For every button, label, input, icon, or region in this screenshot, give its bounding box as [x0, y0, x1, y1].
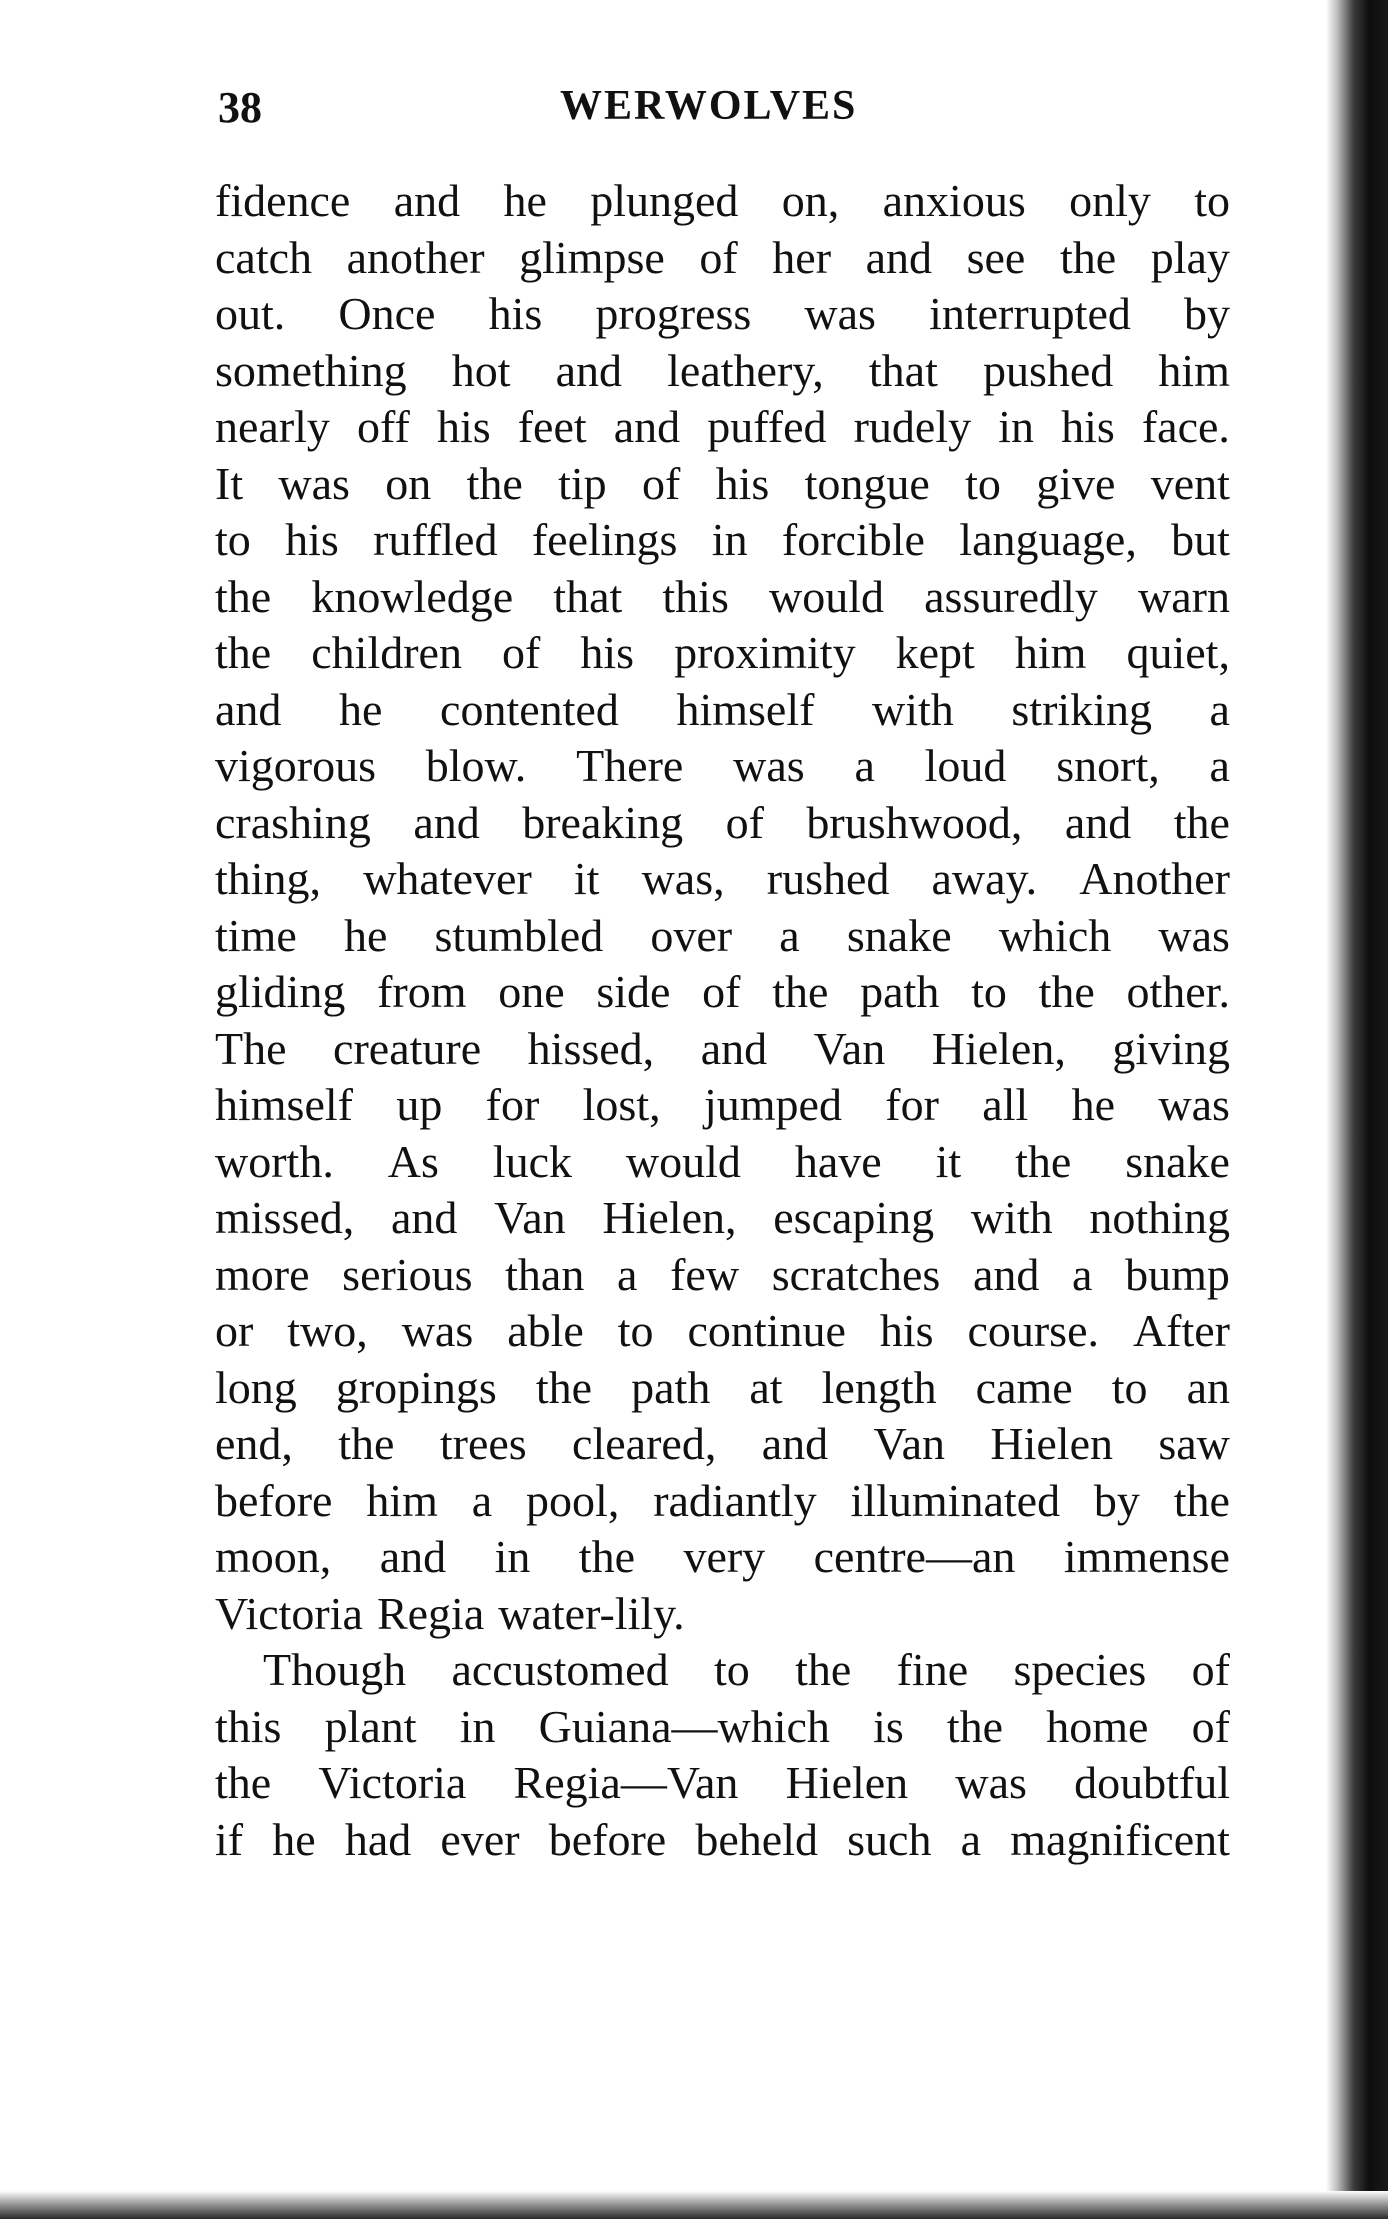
word: see: [966, 231, 1026, 283]
word: Another: [1079, 853, 1230, 904]
word: stumbled: [434, 909, 604, 961]
word: worth.: [215, 1135, 334, 1187]
word: striking: [1011, 683, 1152, 735]
word: Regia—Van: [513, 1757, 739, 1808]
word: at: [749, 1361, 783, 1413]
word: side: [596, 966, 671, 1017]
word: the: [1038, 966, 1095, 1017]
word: and: [215, 683, 282, 735]
word: out.: [215, 288, 286, 339]
text-line: [215, 286, 1230, 343]
word: gropings: [335, 1361, 497, 1413]
word: illuminated: [850, 1474, 1061, 1526]
word: himself: [676, 683, 815, 735]
word: his: [436, 401, 491, 452]
word: his: [1061, 401, 1115, 452]
text-line-paragraph-end: [215, 1586, 1230, 1643]
word: in: [494, 1531, 531, 1582]
word: plunged: [590, 175, 739, 226]
word: scratches: [771, 1248, 941, 1300]
word: path: [860, 966, 940, 1017]
word: him: [366, 1474, 438, 1526]
word: by: [1093, 1474, 1140, 1526]
text-line: [215, 1473, 1230, 1530]
word: away.: [931, 853, 1038, 904]
word: thing,: [215, 853, 322, 904]
text-line: [215, 230, 1230, 287]
word: whatever: [363, 853, 532, 904]
word: a: [471, 1474, 493, 1526]
word: crashing: [215, 796, 371, 848]
word: hot: [451, 344, 511, 396]
word: tongue: [804, 457, 930, 509]
text-line: [215, 399, 1230, 456]
word: was: [955, 1757, 1027, 1808]
word: feet: [517, 401, 587, 452]
text-line: [215, 738, 1230, 795]
word: a: [1072, 1248, 1093, 1300]
text-line: [215, 964, 1230, 1021]
word: quiet,: [1126, 627, 1230, 678]
word: another: [346, 231, 485, 283]
word: of: [1191, 1644, 1230, 1695]
word: his: [879, 1305, 934, 1356]
word: in: [711, 514, 748, 565]
word: was: [804, 288, 876, 339]
word: her: [772, 231, 832, 283]
word: to: [617, 1305, 654, 1356]
word: he: [272, 1813, 316, 1865]
word: he: [1071, 1079, 1116, 1130]
word: ever: [440, 1813, 520, 1865]
word: would: [625, 1135, 741, 1187]
word: Victoria: [318, 1757, 467, 1808]
word: feelings: [531, 514, 678, 565]
word: time: [215, 909, 297, 961]
word: progress: [595, 288, 752, 339]
word: the: [1015, 1135, 1072, 1187]
word: such: [847, 1813, 932, 1865]
text-line: [215, 569, 1230, 626]
word: very: [683, 1531, 766, 1582]
word: him: [1014, 627, 1087, 678]
word: to: [971, 966, 1007, 1017]
word: a: [854, 740, 875, 791]
text-line: [215, 512, 1230, 569]
word: the: [946, 1700, 1004, 1752]
word: knowledge: [311, 570, 514, 622]
word: Van: [494, 1192, 566, 1243]
word: of: [641, 457, 681, 509]
word: for: [885, 1079, 939, 1130]
word: the: [535, 1361, 593, 1413]
word: the: [466, 457, 523, 509]
word: magnificent: [1010, 1813, 1230, 1865]
text-line: [215, 908, 1230, 965]
word: catch: [215, 231, 313, 283]
word: Guiana—which: [538, 1700, 830, 1752]
text-line: [215, 1303, 1230, 1360]
word: and: [700, 1022, 768, 1074]
text-line: [215, 851, 1230, 908]
word: he: [503, 175, 547, 226]
word: few: [670, 1248, 740, 1300]
word: language,: [959, 514, 1137, 565]
word: a: [617, 1248, 638, 1300]
word: doubtful: [1074, 1757, 1230, 1808]
word: was,: [641, 853, 725, 904]
word: of: [699, 231, 738, 283]
word: up: [396, 1079, 443, 1130]
text-line: [215, 625, 1230, 682]
word: luck: [492, 1135, 572, 1187]
word: of: [1191, 1700, 1230, 1752]
word: his: [715, 457, 770, 509]
word: the: [1173, 1474, 1230, 1526]
word: had: [344, 1813, 412, 1865]
word: to: [713, 1644, 750, 1695]
word: plant: [324, 1700, 417, 1752]
word: snake: [1125, 1135, 1230, 1187]
word: was: [733, 740, 805, 791]
word: and: [379, 1531, 447, 1582]
text-line: [215, 1134, 1230, 1191]
word: a: [960, 1813, 982, 1865]
word: is: [873, 1700, 904, 1752]
word: something: [215, 344, 407, 396]
word: Hielen,: [602, 1192, 737, 1243]
word: was: [1158, 909, 1230, 961]
word: end,: [215, 1418, 293, 1469]
word: him: [1158, 344, 1230, 396]
word: fidence: [215, 175, 351, 226]
word: have: [794, 1135, 882, 1187]
word: and: [761, 1418, 829, 1469]
word: escaping: [773, 1192, 935, 1243]
word: breaking: [522, 796, 684, 848]
word: in: [998, 401, 1034, 452]
word: giving: [1112, 1022, 1230, 1074]
word: his: [488, 288, 543, 339]
word: was: [1158, 1079, 1230, 1130]
word: trees: [439, 1418, 527, 1469]
word: children: [311, 627, 462, 678]
text-line: [215, 1077, 1230, 1134]
word: nothing: [1089, 1192, 1230, 1243]
word: Hielen,: [931, 1022, 1066, 1074]
word: the: [795, 1644, 852, 1695]
word: loud: [924, 740, 1007, 791]
word: species: [1013, 1644, 1147, 1695]
word: an: [1186, 1361, 1230, 1413]
word: snort,: [1056, 740, 1160, 791]
word: hissed,: [527, 1022, 655, 1074]
word: proximity: [674, 627, 856, 678]
word: gliding: [215, 966, 346, 1017]
text-line: [215, 1360, 1230, 1417]
word: this: [662, 570, 729, 622]
word: moon,: [215, 1531, 332, 1582]
word: the: [338, 1418, 395, 1469]
word: jumped: [703, 1079, 842, 1130]
word: or: [215, 1305, 254, 1356]
word: beheld: [695, 1813, 818, 1865]
word: Regia: [376, 1587, 485, 1639]
page-bottom-edge: [0, 2191, 1388, 2219]
word: nearly: [215, 401, 330, 452]
text-line: [215, 795, 1230, 852]
word: Victoria: [215, 1587, 363, 1639]
text-line: [215, 173, 1230, 230]
word: other.: [1126, 966, 1230, 1017]
text-line: [215, 682, 1230, 739]
word: with: [872, 683, 954, 735]
word: and: [865, 231, 933, 283]
word: for: [485, 1079, 540, 1130]
word: saw: [1158, 1418, 1230, 1469]
word: Hielen: [990, 1418, 1113, 1469]
word: pool,: [526, 1474, 620, 1526]
word: serious: [342, 1248, 473, 1300]
word: blow.: [425, 740, 527, 791]
word: radiantly: [653, 1474, 817, 1526]
word: vigorous: [215, 740, 376, 791]
word: and: [972, 1248, 1040, 1300]
word: of: [502, 627, 541, 678]
word: vent: [1150, 457, 1230, 509]
word: one: [498, 966, 565, 1017]
body-text: [215, 173, 1230, 1868]
word: glimpse: [519, 231, 665, 283]
word: by: [1184, 288, 1230, 339]
text-line: [215, 343, 1230, 400]
word: length: [821, 1361, 937, 1413]
word: path: [631, 1361, 711, 1413]
word: would: [769, 570, 884, 622]
word: in: [459, 1700, 496, 1752]
word: assuredly: [924, 570, 1098, 622]
word: the: [215, 570, 272, 622]
word: After: [1132, 1305, 1230, 1356]
word: it: [573, 853, 600, 904]
word: of: [702, 966, 741, 1017]
word: he: [343, 909, 388, 961]
word: There: [576, 740, 684, 791]
word: that: [868, 344, 938, 396]
word: before: [548, 1813, 667, 1865]
word: Hielen: [785, 1757, 909, 1808]
word: came: [975, 1361, 1073, 1413]
running-title: WERWOLVES: [560, 83, 858, 129]
word: all: [982, 1079, 1029, 1130]
word: missed,: [215, 1192, 355, 1243]
word: a: [1209, 683, 1230, 735]
word: off: [357, 401, 410, 452]
word: of: [725, 796, 764, 848]
word: a: [1209, 740, 1230, 791]
word: two,: [287, 1305, 368, 1356]
word: warn: [1138, 570, 1230, 622]
word: long: [215, 1361, 297, 1413]
word: and: [393, 175, 461, 226]
word: a: [779, 909, 800, 961]
word: water-lily.: [498, 1587, 685, 1639]
text-line: [215, 1529, 1230, 1586]
word: Van: [873, 1418, 946, 1469]
word: leathery,: [667, 344, 824, 396]
word: before: [215, 1474, 333, 1526]
word: to: [965, 457, 1001, 509]
word: accustomed: [451, 1644, 669, 1695]
text-line: [215, 1247, 1230, 1304]
word: than: [505, 1248, 585, 1300]
word: but: [1171, 514, 1230, 565]
word: continue: [687, 1305, 846, 1356]
word: to: [1194, 175, 1230, 226]
word: on,: [781, 175, 840, 226]
word: rudely: [853, 401, 972, 452]
word: his: [580, 627, 635, 678]
word: only: [1069, 175, 1151, 226]
word: interrupted: [929, 288, 1131, 339]
word: bump: [1125, 1248, 1230, 1300]
word: that: [553, 570, 623, 622]
text-line: [215, 1699, 1230, 1756]
word: was: [278, 457, 350, 509]
word: with: [970, 1192, 1053, 1243]
text-line: [215, 1812, 1230, 1869]
word: from: [377, 966, 467, 1017]
text-line: [215, 1021, 1230, 1078]
word: As: [387, 1135, 439, 1187]
word: tip: [558, 457, 607, 509]
word: The: [215, 1022, 287, 1074]
word: puffed: [707, 401, 827, 452]
word: ruffled: [373, 514, 498, 565]
word: home: [1046, 1700, 1149, 1752]
word: more: [215, 1248, 310, 1300]
word: play: [1150, 231, 1230, 283]
word: and: [413, 796, 480, 848]
word: the: [772, 966, 829, 1017]
word: it: [935, 1135, 962, 1187]
word: he: [339, 683, 383, 735]
word: the: [215, 627, 272, 678]
word: Van: [813, 1022, 886, 1074]
word: the: [578, 1531, 635, 1582]
text-line: [215, 1190, 1230, 1247]
word: snake: [846, 909, 952, 961]
word: immense: [1063, 1531, 1230, 1582]
word: was: [401, 1305, 474, 1356]
word: the: [215, 1757, 272, 1808]
word: over: [650, 909, 733, 961]
word: creature: [333, 1022, 482, 1074]
word: course.: [967, 1305, 1099, 1356]
word: lost,: [582, 1079, 661, 1130]
text-line: [215, 1755, 1230, 1812]
word: himself: [215, 1079, 353, 1130]
word: this: [215, 1700, 282, 1752]
text-line: [215, 456, 1230, 513]
word: Though: [263, 1644, 407, 1695]
word: give: [1036, 457, 1116, 509]
word: face.: [1141, 401, 1230, 452]
word: pushed: [982, 344, 1114, 396]
word: if: [215, 1813, 244, 1865]
page-number: 38: [218, 83, 262, 132]
word: to: [215, 514, 251, 565]
word: rushed: [766, 853, 890, 904]
word: It: [215, 457, 244, 509]
word: able: [507, 1305, 584, 1356]
word: the: [1059, 231, 1117, 283]
word: forcible: [781, 514, 925, 565]
word: on: [385, 457, 432, 509]
word: and: [391, 1192, 458, 1243]
word: and: [1064, 796, 1132, 848]
word: his: [285, 514, 339, 565]
word: cleared,: [572, 1418, 717, 1469]
text-line: [215, 1416, 1230, 1473]
word: Once: [338, 288, 436, 339]
text-line-paragraph-start: [215, 1642, 1230, 1699]
word: centre—an: [813, 1531, 1016, 1582]
word: kept: [895, 627, 975, 678]
page-binding-shadow: [1326, 0, 1388, 2219]
word: to: [1111, 1361, 1148, 1413]
word: the: [1173, 796, 1230, 848]
word: and: [613, 401, 681, 452]
word: contented: [440, 683, 619, 735]
word: brushwood,: [806, 796, 1023, 848]
word: and: [555, 344, 623, 396]
word: anxious: [882, 175, 1026, 226]
word: fine: [896, 1644, 969, 1695]
word: which: [998, 909, 1112, 961]
